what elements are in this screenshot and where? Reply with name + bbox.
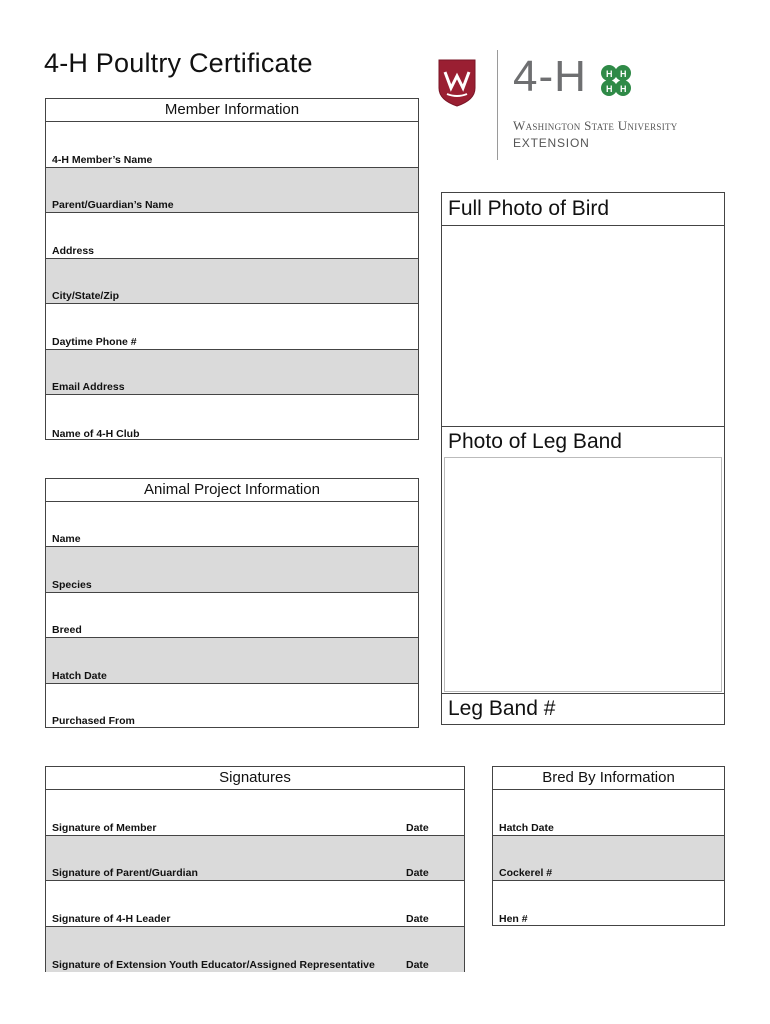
field-label: Species: [52, 578, 92, 591]
full-photo-title: Full Photo of Bird: [448, 197, 610, 220]
member-information-table: [45, 98, 419, 440]
cockerel-field[interactable]: [493, 836, 724, 882]
field-label: Purchased From: [52, 714, 135, 727]
field-label: Signature of 4-H Leader: [52, 912, 171, 925]
member-field-rows: [46, 122, 418, 441]
city-state-zip-field[interactable]: [46, 259, 418, 305]
field-label: Parent/Guardian’s Name: [52, 199, 174, 211]
daytime-phone-field[interactable]: [46, 304, 418, 350]
logo-extension-text: EXTENSION: [513, 136, 590, 150]
member-name-field[interactable]: [46, 122, 418, 168]
logo-4h-text: 4-H: [513, 52, 587, 101]
field-label: Signature of Parent/Guardian: [52, 867, 198, 879]
clover-icon: [595, 60, 637, 102]
parent-signature-field[interactable]: [46, 836, 464, 882]
svg-text:H: H: [620, 69, 627, 79]
member-information-heading: Member Information: [46, 99, 418, 122]
field-label: Name of 4-H Club: [52, 427, 140, 440]
educator-signature-field[interactable]: [46, 927, 464, 973]
field-label: Signature of Member: [52, 821, 157, 834]
signatures-table: [45, 766, 465, 972]
field-label: Address: [52, 244, 95, 257]
field-label: Breed: [52, 624, 82, 637]
svg-text:H: H: [606, 84, 613, 94]
svg-text:H: H: [606, 69, 613, 79]
bred-by-table: [492, 766, 725, 926]
svg-text:H: H: [620, 84, 627, 94]
leg-band-number-divider: [442, 693, 724, 694]
hen-field[interactable]: [493, 881, 724, 926]
bred-hatch-date-field[interactable]: [493, 790, 724, 836]
address-field[interactable]: [46, 213, 418, 259]
leg-band-photo-title: Photo of Leg Band: [448, 430, 622, 453]
wsu-4h-logo: [435, 50, 725, 160]
field-label: Email Address: [52, 381, 125, 393]
purchased-from-field[interactable]: [46, 684, 418, 728]
club-name-field[interactable]: [46, 395, 418, 441]
logo-university-text: Washington State University: [513, 118, 678, 133]
hatch-date-field[interactable]: [46, 638, 418, 683]
animal-project-heading: Animal Project Information: [46, 479, 418, 502]
leader-signature-field[interactable]: [46, 881, 464, 927]
field-label: Name: [52, 533, 81, 546]
field-label: Signature of Extension Youth Educator/Assigned Representative: [52, 959, 375, 971]
page-title: 4-H Poultry Certificate: [44, 48, 313, 78]
email-field[interactable]: [46, 350, 418, 396]
field-label: Hatch Date: [52, 669, 107, 682]
full-photo-area[interactable]: [441, 225, 725, 427]
date-label: Date: [406, 912, 429, 925]
field-label: Hatch Date: [499, 821, 554, 834]
field-label: Hen #: [499, 913, 528, 925]
field-label: Cockerel #: [499, 867, 553, 879]
leg-band-number-label[interactable]: Leg Band #: [448, 697, 556, 720]
animal-name-field[interactable]: [46, 502, 418, 547]
animal-project-table: [45, 478, 419, 728]
species-field[interactable]: [46, 547, 418, 592]
date-label: Date: [406, 867, 429, 879]
leg-band-photo-area[interactable]: [444, 457, 722, 692]
date-label: Date: [406, 959, 429, 971]
field-label: Daytime Phone #: [52, 335, 137, 348]
breed-field[interactable]: [46, 593, 418, 638]
logo-divider: [497, 50, 498, 160]
signatures-heading: Signatures: [46, 767, 464, 790]
field-label: 4-H Member’s Name: [52, 153, 153, 166]
wsu-shield-icon: [437, 58, 477, 108]
date-label: Date: [406, 821, 429, 834]
field-label: City/State/Zip: [52, 290, 120, 302]
bred-by-heading: Bred By Information: [493, 767, 724, 790]
member-signature-field[interactable]: [46, 790, 464, 836]
parent-guardian-field[interactable]: [46, 168, 418, 214]
photo-panel: [441, 192, 725, 725]
